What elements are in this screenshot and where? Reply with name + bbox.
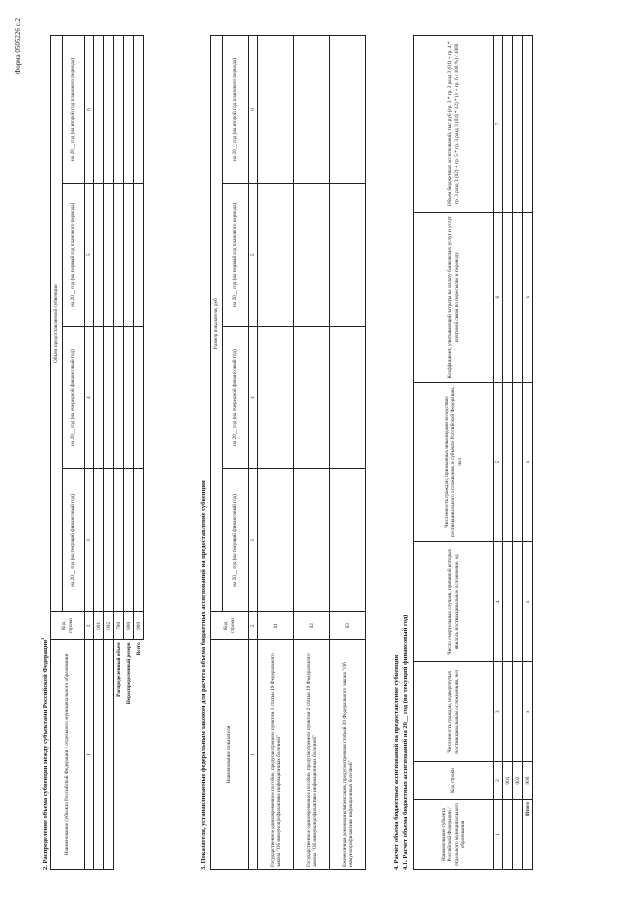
s2-h-c6: на 20__ год (на второй год планового периода) xyxy=(63,36,85,184)
s3-row-code: 03 xyxy=(330,612,366,640)
s2-code: 002 xyxy=(104,612,114,640)
s2-h-name: Наименование субъекта Российской Федерации / отдельного муниципального образования xyxy=(51,640,85,870)
s4-num: 7 xyxy=(494,36,503,213)
s4-total-code: 900 xyxy=(523,762,533,800)
s2-total-code: 900 xyxy=(134,612,144,640)
s2-total-label: Распределенный объем xyxy=(114,640,124,870)
s4-num: 2 xyxy=(494,762,503,800)
table-row xyxy=(114,36,124,870)
s3-h-c3: на 20__ год (на текущий финансовый год) xyxy=(223,469,249,612)
s4-code: 001 xyxy=(503,762,513,800)
s4-h-c3: Численность граждан, подвергнутых поствакцинальным осложнениям, чел xyxy=(414,662,494,762)
section-2-table xyxy=(50,35,144,870)
s3-h-code: Код строки xyxy=(211,612,249,640)
s3-h-c5: на 20__ год (на первый год планового периода) xyxy=(223,183,249,326)
section-4-subtitle: 4.1. Расчет объема бюджетных ассигнований на 20__ год (на текущий финансовый год) xyxy=(402,614,409,870)
s4-total-label: Итого xyxy=(523,800,533,870)
s2-h-group: Объем предоставляемой субвенции xyxy=(51,36,63,612)
section-4-title: 4. Расчет объема бюджетных ассигнований на предоставление субвенции xyxy=(393,654,400,870)
s3-num: 2 xyxy=(249,612,258,640)
s4-code: 002 xyxy=(513,762,523,800)
s4-h-c7: Объем бюджетных ассигнований, тыс руб (гр. 3 * гр. 3 разд 3 (01) + гр. 4 * гр. 3 разд 3 (02) + гр. 5 * гр. 3 разд 3 (03) * 12) * (1 + гр. 6 / 100 %) / 1000 xyxy=(414,36,494,213)
form-code: Форма 0505226 с.2 xyxy=(14,18,22,75)
table-row xyxy=(330,36,366,870)
s4-num: 1 xyxy=(494,800,503,870)
s2-num: 2 xyxy=(85,612,94,640)
s3-num: 4 xyxy=(249,326,258,469)
table-row xyxy=(94,36,104,870)
s2-num: 4 xyxy=(85,326,94,469)
s2-total-label: Нераспределенный резерв xyxy=(124,640,134,870)
s4-total-x: x xyxy=(523,382,533,542)
section-3-table xyxy=(210,35,366,870)
s3-row-code: 02 xyxy=(294,612,330,640)
s3-row-name: Государственное единовременное пособие, предусмотренное пунктом 1 статьи 19 Федерального закона "Об иммунопрофилактике инфекционных болезней" xyxy=(258,640,294,870)
section-4-table xyxy=(413,35,533,870)
s4-num: 3 xyxy=(494,662,503,762)
table-row xyxy=(523,36,533,870)
table-row xyxy=(124,36,134,870)
s3-num: 6 xyxy=(249,36,258,184)
s4-total-x: x xyxy=(523,662,533,762)
s2-h-code: Код строки xyxy=(51,612,85,640)
s4-num: 4 xyxy=(494,542,503,662)
table-row xyxy=(294,36,330,870)
s3-h-c4: на 20__ год (на очередной финансовый год) xyxy=(223,326,249,469)
s4-num: 5 xyxy=(494,382,503,542)
table-row xyxy=(503,36,513,870)
s2-num: 5 xyxy=(85,183,94,326)
s4-num: 6 xyxy=(494,212,503,382)
s3-h-name: Наименование показателя xyxy=(211,640,249,870)
s2-total-code: 700 xyxy=(114,612,124,640)
s4-h-name: Наименование субъекта Российской Федерации / отдельного муниципального образования xyxy=(414,800,494,870)
table-row xyxy=(513,36,523,870)
s3-row-code: 01 xyxy=(258,612,294,640)
s2-num: 1 xyxy=(85,640,94,870)
s3-num: 3 xyxy=(249,469,258,612)
s3-row-name: Государственное единовременное пособие, предусмотренное пунктом 2 статьи 19 Федерального закона "Об иммунопрофилактике инфекционных болезней" xyxy=(294,640,330,870)
s4-h-c5: Численность граждан, признанных инвалидами вследствие поствакцинального осложнения, в субъекте Российской Федерации, чел xyxy=(414,382,494,542)
s4-total-x: x xyxy=(523,212,533,382)
s3-num: 1 xyxy=(249,640,258,870)
s2-h-c4: на 20__ год (на очередной финансовый год) xyxy=(63,326,85,469)
s4-h-code: Код строки xyxy=(414,762,494,800)
s3-num: 5 xyxy=(249,183,258,326)
s4-h-c6: Коэффициент, учитывающий затраты на оплату банковских услуг и услуг почтовой связи по пересылке и переводу xyxy=(414,212,494,382)
s2-num: 6 xyxy=(85,36,94,184)
section-3-title: 3. Показатели, устанавливаемые федеральным законом для расчета объема бюджетных ассигнований на предоставление субвенции xyxy=(200,480,207,870)
s2-h-c3: на 20__ год (на текущий финансовый год) xyxy=(63,469,85,612)
s2-total-label: Всего xyxy=(134,640,144,870)
table-row xyxy=(258,36,294,870)
table-row xyxy=(104,36,114,870)
s3-h-c6: на 20__ год (на второй год планового периода) xyxy=(223,36,249,184)
s3-row-name: Ежемесячная денежная компенсация, предусмотренная статьей 20 Федерального закона "Об иммунопрофилактике инфекционных болезней" xyxy=(330,640,366,870)
s2-h-c5: на 20__ год (на первый год планового периода) xyxy=(63,183,85,326)
section-2-title: 2. Распределение объема субвенции между субъектами Российской Федерации$^3$ xyxy=(40,637,50,870)
s4-h-c4: Число смертельных случаев, причиной которых явилось поствакцинальное осложнение, ед xyxy=(414,542,494,662)
s2-code: 001 xyxy=(94,612,104,640)
table-row xyxy=(134,36,144,870)
s4-total-x: x xyxy=(523,542,533,662)
s3-h-group: Размер показателя, руб xyxy=(211,36,223,612)
s2-num: 3 xyxy=(85,469,94,612)
s2-total-code: 800 xyxy=(124,612,134,640)
